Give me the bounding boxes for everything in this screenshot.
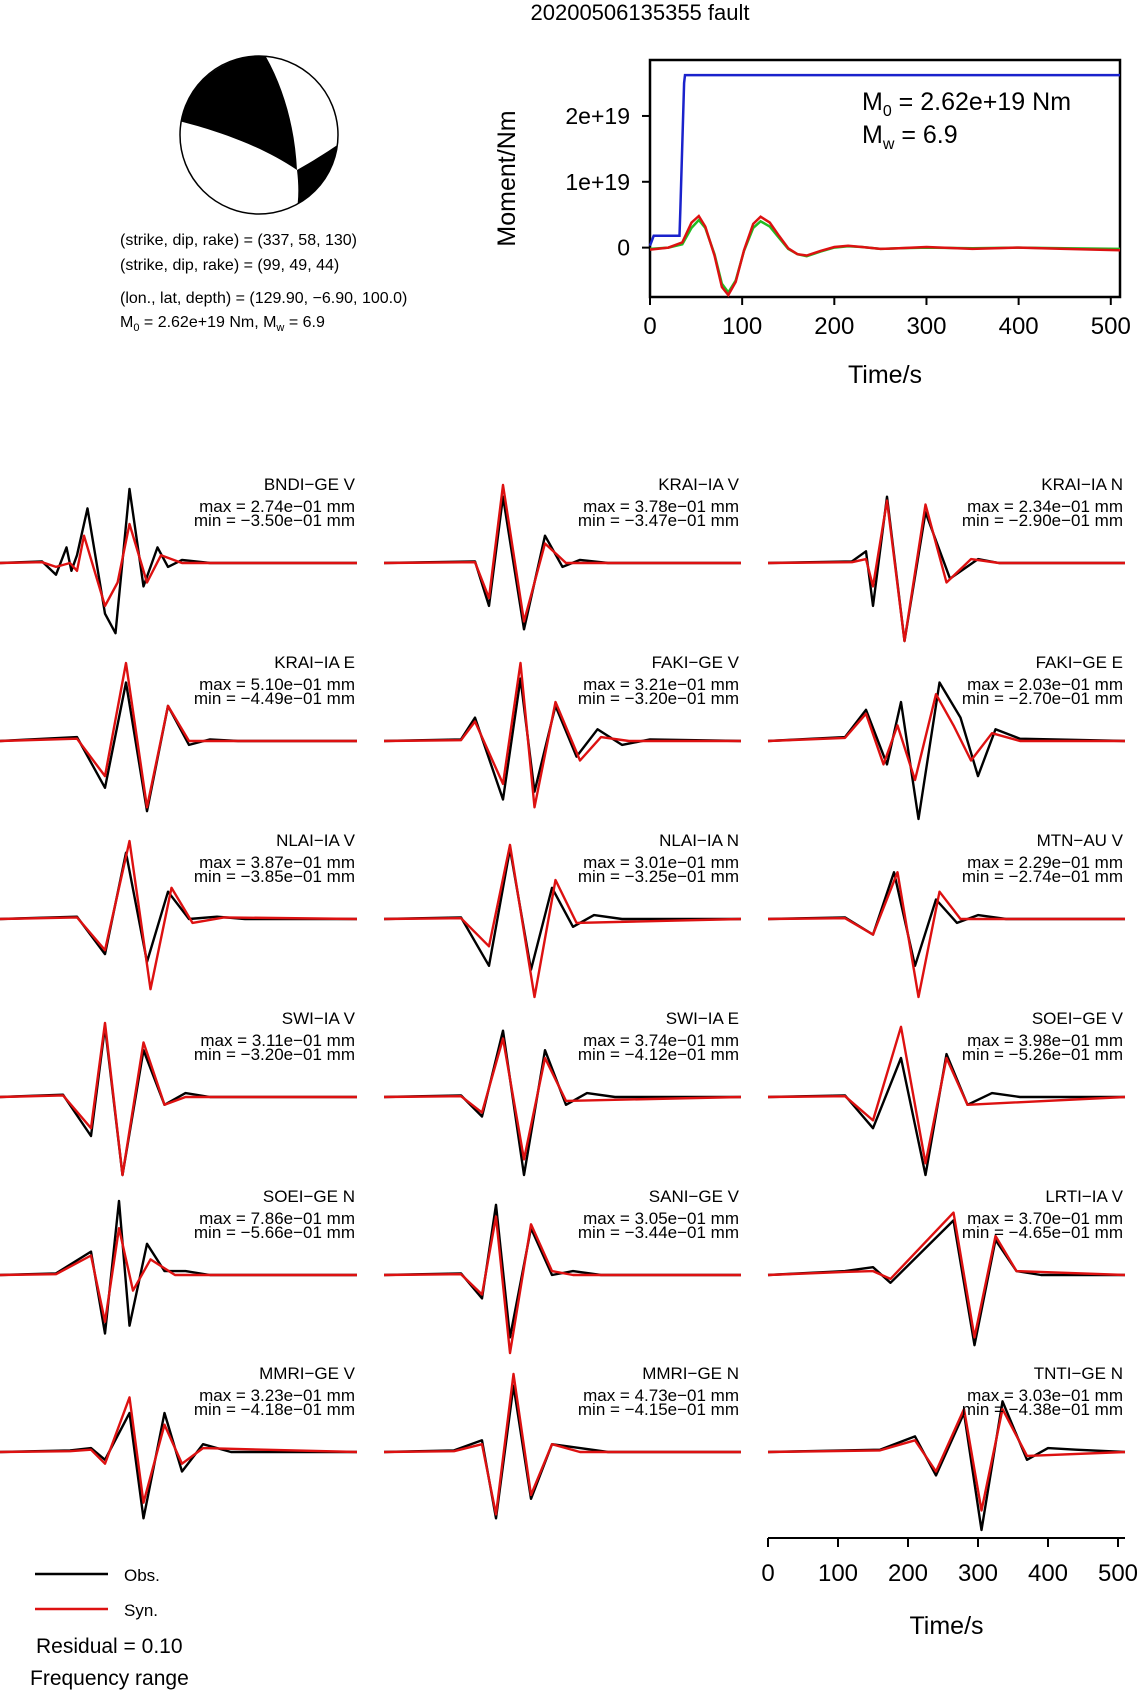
waveform-panel	[384, 831, 741, 997]
station-label: FAKI−GE V	[651, 653, 739, 672]
moment-m0-annotation: $M_0 = 2.62e+19$ Nm	[862, 88, 1072, 120]
station-label: KRAI−IA E	[274, 653, 355, 672]
waveform-panel	[768, 475, 1125, 641]
min-amplitude-label: min = −4.49e−01 mm	[193, 689, 355, 708]
max-amplitude-label: max = 3.74e−01 mm	[583, 1031, 739, 1050]
wave-xtick-label: 400	[1027, 1560, 1069, 1587]
moment-xtick-label: 0	[643, 313, 657, 340]
moment-xtick-label: 300	[906, 313, 947, 340]
moment-chart	[493, 60, 1131, 389]
max-amplitude-label: max = 3.23e−01 mm	[199, 1386, 355, 1405]
station-label: MMRI−GE N	[642, 1364, 739, 1383]
wave-xlabel: Time/s	[909, 1612, 984, 1640]
max-amplitude-label: max = 3.05e−01 mm	[583, 1209, 739, 1228]
station-label: NLAI−IA V	[276, 831, 355, 850]
waveform-panel	[384, 1009, 741, 1175]
max-amplitude-label: max = 4.73e−01 mm	[583, 1386, 739, 1405]
wave-xtick-label: 300	[957, 1560, 999, 1587]
station-label: SOEI−GE V	[1031, 1009, 1123, 1028]
station-label: SWI−IA E	[665, 1009, 739, 1028]
mechanism-line-2: (strike, dip, rake) = (99, 49, 44)	[120, 257, 340, 274]
waveform-panel	[0, 653, 357, 811]
min-amplitude-label: min = −3.85e−01 mm	[193, 867, 355, 886]
waveform-panel	[768, 1364, 1125, 1530]
mechanism-text	[120, 232, 407, 334]
waveform-panel	[0, 1187, 357, 1334]
max-amplitude-label: max = 2.34e−01 mm	[967, 497, 1123, 516]
waveform-panel	[768, 1187, 1125, 1345]
moment-ylabel: Moment/Nm	[493, 110, 521, 247]
waveform-panel	[0, 1009, 357, 1175]
moment-xtick-label: 500	[1090, 313, 1131, 340]
max-amplitude-label: max = 3.98e−01 mm	[967, 1031, 1123, 1050]
max-amplitude-label: max = 3.01e−01 mm	[583, 853, 739, 872]
synthetic-trace	[0, 1228, 357, 1322]
synthetic-trace	[0, 524, 357, 606]
min-amplitude-label: min = −3.20e−01 mm	[577, 689, 739, 708]
moment-xlabel: Time/s	[847, 361, 923, 389]
max-amplitude-label: max = 3.11e−01 mm	[200, 1031, 355, 1050]
min-amplitude-label: min = −2.90e−01 mm	[961, 511, 1123, 530]
wave-xtick-label: 0	[761, 1560, 775, 1587]
waveform-grid	[0, 475, 1125, 1530]
min-amplitude-label: min = −4.12e−01 mm	[577, 1045, 739, 1064]
mechanism-line-1: (strike, dip, rake) = (337, 58, 130)	[120, 232, 357, 249]
station-label: SOEI−GE N	[262, 1187, 355, 1206]
synthetic-trace	[768, 1409, 1125, 1510]
moment-xtick-label: 200	[814, 313, 855, 340]
waveform-panel	[384, 653, 741, 807]
waveform-panel	[768, 831, 1125, 997]
min-amplitude-label: min = −3.20e−01 mm	[193, 1045, 355, 1064]
max-amplitude-label: max = 3.78e−01 mm	[583, 497, 739, 516]
min-amplitude-label: min = −4.65e−01 mm	[961, 1223, 1123, 1242]
legend	[30, 1566, 189, 1690]
waveform-panel	[384, 1364, 741, 1518]
moment-xtick-label: 100	[722, 313, 763, 340]
min-amplitude-label: min = −4.15e−01 mm	[577, 1400, 739, 1419]
station-label: BNDI−GE V	[263, 475, 355, 494]
min-amplitude-label: min = −3.47e−01 mm	[577, 511, 739, 530]
waveform-panel	[0, 475, 357, 633]
focal-mechanism	[175, 55, 345, 230]
min-amplitude-label: min = −5.66e−01 mm	[193, 1223, 355, 1242]
max-amplitude-label: max = 7.86e−01 mm	[199, 1209, 355, 1228]
moment-ytick-label: 0	[617, 234, 630, 261]
waveform-panel	[384, 1187, 741, 1353]
wave-xtick-label: 500	[1097, 1560, 1139, 1587]
waveform-panel	[768, 1009, 1125, 1175]
waveform-panel	[384, 475, 741, 629]
residual-label: Residual = 0.10	[36, 1635, 183, 1658]
wave-xtick-label: 200	[887, 1560, 929, 1587]
moment-mw-annotation: $M_w = 6.9$	[862, 121, 958, 153]
station-label: MMRI−GE V	[259, 1364, 355, 1383]
mechanism-line-3: (lon., lat, depth) = (129.90, −6.90, 100.0)	[120, 290, 408, 307]
station-label: LRTI−IA V	[1045, 1187, 1123, 1206]
mechanism-line-4: $M_0 = 2.62e+19$ Nm, $M_w = 6.9$	[120, 314, 325, 334]
min-amplitude-label: min = −4.38e−01 mm	[961, 1400, 1123, 1419]
waveform-panel	[768, 653, 1125, 819]
max-amplitude-label: max = 3.03e−01 mm	[967, 1386, 1123, 1405]
station-label: SWI−IA V	[281, 1009, 355, 1028]
min-amplitude-label: min = −3.44e−01 mm	[577, 1223, 739, 1242]
wave-xtick-label: 100	[817, 1560, 859, 1587]
moment-series-2	[650, 216, 1120, 295]
min-amplitude-label: min = −3.25e−01 mm	[577, 867, 739, 886]
moment-xtick-label: 400	[998, 313, 1039, 340]
max-amplitude-label: max = 2.03e−01 mm	[967, 675, 1123, 694]
moment-ytick-label: 1e+19	[565, 168, 630, 195]
min-amplitude-label: min = −5.26e−01 mm	[961, 1045, 1123, 1064]
station-label: NLAI−IA N	[659, 831, 739, 850]
max-amplitude-label: max = 2.29e−01 mm	[967, 853, 1123, 872]
max-amplitude-label: max = 5.10e−01 mm	[199, 675, 355, 694]
waveform-panel	[0, 1364, 357, 1518]
min-amplitude-label: min = −4.18e−01 mm	[193, 1400, 355, 1419]
observed-trace	[768, 1054, 1125, 1175]
max-amplitude-label: max = 2.74e−01 mm	[199, 497, 355, 516]
min-amplitude-label: min = −3.50e−01 mm	[193, 511, 355, 530]
waveform-panel	[0, 831, 357, 989]
max-amplitude-label: max = 3.70e−01 mm	[967, 1209, 1123, 1228]
max-amplitude-label: max = 3.21e−01 mm	[583, 675, 739, 694]
waveform-time-axis	[761, 1538, 1138, 1640]
station-label: SANI−GE V	[648, 1187, 739, 1206]
frequency-label: Frequency range	[30, 1667, 189, 1690]
station-label: FAKI−GE E	[1035, 653, 1123, 672]
figure-title: 20200506135355 fault	[530, 0, 750, 25]
legend-obs-label: Obs.	[124, 1566, 160, 1585]
station-label: KRAI−IA N	[1041, 475, 1123, 494]
station-label: KRAI−IA V	[658, 475, 739, 494]
station-label: MTN−AU V	[1036, 831, 1123, 850]
min-amplitude-label: min = −2.70e−01 mm	[961, 689, 1123, 708]
max-amplitude-label: max = 3.87e−01 mm	[199, 853, 355, 872]
station-label: TNTI−GE N	[1033, 1364, 1123, 1383]
synthetic-trace	[768, 872, 1125, 997]
moment-ytick-label: 2e+19	[565, 102, 630, 129]
observed-trace	[0, 1413, 357, 1518]
legend-syn-label: Syn.	[124, 1601, 159, 1620]
min-amplitude-label: min = −2.74e−01 mm	[961, 867, 1123, 886]
observed-trace	[768, 1401, 1125, 1530]
